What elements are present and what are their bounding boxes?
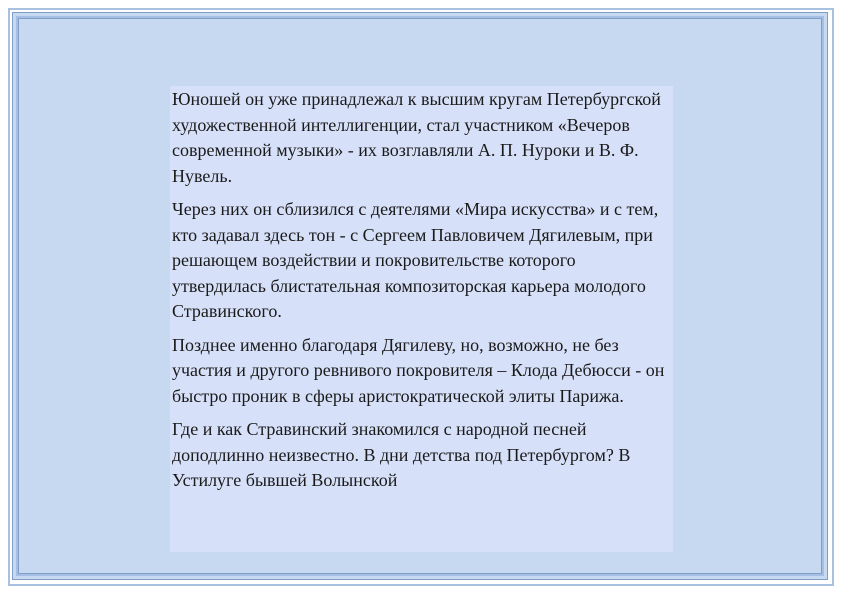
text-box (170, 86, 673, 552)
paragraph-1: Юношей он уже принадлежал к высшим кругам Петербургской художественной интеллигенции, стал участником «Вечеров современной музыки» - их возглавляли А. П. Нуроки и В. Ф. Нувель. (172, 89, 661, 186)
paragraph-3: Позднее именно благодаря Дягилеву, но, возможно, не без участия и другого ревнивого покровителя – Клода Дебюсси - он быстро проник в сферы аристократической элиты Парижа. (172, 334, 665, 406)
paragraph-4: Где и как Стравинский знакомился с народной песней доподлинно неизвестно. В дни детства под Петербургом? В Устилуге бывшей Волынской (172, 419, 631, 490)
paragraph-2: Через них он сблизился с деятелями «Мира искусства» и с тем, кто задавал здесь тон - с Сергеем Павловичем Дягилевым, при решающем воздействии и покровительстве которого утвердилась блистательная композиторская карьера молодого Стравинского. (172, 199, 659, 321)
